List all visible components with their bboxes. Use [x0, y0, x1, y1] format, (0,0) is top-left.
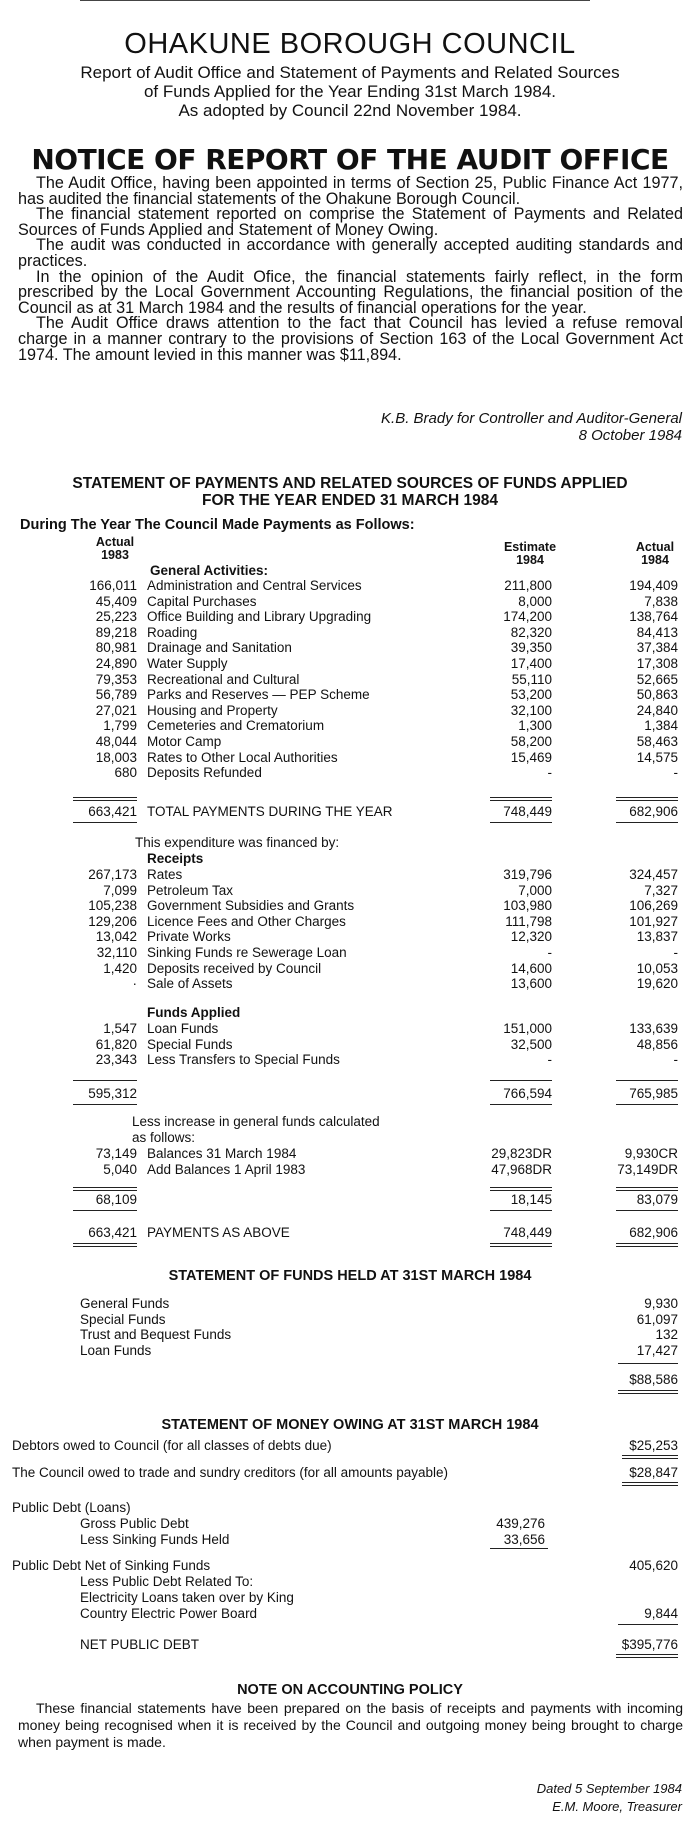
receipts-row-actual-1984: 101,927 [629, 913, 678, 929]
general-row-actual-1984: 1,384 [644, 718, 678, 734]
total-bottom-rule [616, 822, 678, 823]
receipts-row-label: Deposits received by Council [147, 960, 322, 976]
notice-body [18, 176, 683, 363]
payments-as-above-row-actual-1983: 663,421 [88, 1225, 137, 1240]
general-row-actual-1983: 166,011 [89, 578, 137, 593]
subtotal-top-rule [490, 1080, 552, 1081]
funds-held-bottom-rule [618, 1390, 678, 1394]
total-top-rule [73, 797, 137, 801]
funds-held-top-rule [618, 1363, 678, 1364]
column-header-actual-1983: Actual 1983 [95, 535, 135, 562]
general-row-actual-1984: 194,409 [629, 578, 678, 593]
creditors-underline [622, 1482, 678, 1486]
payments-title-line-1: STATEMENT OF PAYMENTS AND RELATED SOURCES OF FUNDS APPLIED [72, 475, 628, 492]
receipts-row-label: Private Works [147, 929, 231, 945]
receipts-row-label: Petroleum Tax [147, 882, 234, 898]
electricity-value: 9,844 [644, 1606, 678, 1621]
electricity-underline [618, 1624, 678, 1625]
receipts-row-actual-1983: 1,420 [103, 960, 137, 976]
receipts-row-estimate-1984: 14,600 [510, 960, 552, 976]
general-row-actual-1984: 52,665 [636, 671, 678, 687]
funds-row-actual-1983: 61,820 [95, 1036, 137, 1052]
receipts-row-estimate-1984: 319,796 [503, 867, 552, 882]
general-row-actual-1984: 24,840 [636, 702, 678, 718]
net-public-debt-value: $395,776 [621, 1637, 678, 1652]
funds-applied-heading: Funds Applied [147, 1005, 241, 1020]
funds-row-estimate-1984: - [547, 1052, 552, 1068]
total-top-rule [616, 797, 678, 801]
less-increase-label-1: Less increase in general funds calculated [132, 1114, 380, 1129]
creditors-label: The Council owed to trade and sundry creditors (for all amounts payable) [12, 1465, 448, 1480]
general-row-actual-1984: 37,384 [636, 640, 678, 656]
funds-held-label: Special Funds [80, 1311, 166, 1327]
general-row-estimate-1984: 15,469 [510, 749, 552, 765]
general-row-label: Water Supply [147, 656, 228, 671]
general-row-label: Drainage and Sanitation [147, 640, 292, 656]
general-row-label: Office Building and Library Upgrading [147, 609, 372, 625]
net-sinking-value: 405,620 [629, 1558, 678, 1573]
receipts-row-estimate-1984: 13,600 [510, 976, 552, 992]
funds-held-title: STATEMENT OF FUNDS HELD AT 31ST MARCH 1984 [168, 1268, 532, 1284]
subtitle-line-2: of Funds Applied for the Year Ending 31st March 1984. [143, 82, 557, 101]
column-header-estimate-1984: Estimate 1984 [503, 540, 557, 567]
financed-by-label: This expenditure was financed by: [135, 835, 340, 850]
gross-public-debt-value: 439,276 [496, 1516, 545, 1531]
net-top-rule [73, 1187, 137, 1191]
general-row-estimate-1984: 174,200 [503, 609, 552, 625]
as-above-bottom-rule [490, 1243, 552, 1247]
general-row-label: Recreational and Cultural [147, 671, 300, 687]
total-payments-row-estimate-1984: 748,449 [503, 804, 552, 819]
balance-row-estimate-1984: 47,968DR [491, 1161, 552, 1177]
notice-title: NOTICE OF REPORT OF THE AUDIT OFFICE [31, 143, 669, 176]
net-public-debt-underline [616, 1654, 678, 1658]
general-row-actual-1983: 18,003 [95, 749, 137, 765]
gross-public-debt-label: Gross Public Debt [80, 1516, 189, 1531]
balance-row-actual-1984: 9,930CR [624, 1146, 678, 1161]
notice-paragraph: In the opinion of the Audit Ofice, the financial statements fairly reflect, in the form prescribed by the Local Government Accounting Regulations, the financial position of the Council as at 31 March 1984 and the results of financial operations for the year. [18, 267, 683, 317]
general-row-estimate-1984: 53,200 [510, 687, 552, 703]
general-row-actual-1983: 80,981 [95, 640, 137, 656]
receipts-row-label: Rates [147, 867, 183, 882]
general-row-actual-1983: 680 [114, 765, 137, 781]
general-row-actual-1984: 50,863 [636, 687, 678, 703]
net-row-actual-1984: 83,079 [636, 1192, 678, 1207]
funds-held-label: General Funds [80, 1296, 170, 1311]
receipts-row-label: Sale of Assets [147, 976, 233, 992]
funds-held-total: $88,586 [629, 1372, 678, 1387]
funds-held-label: Trust and Bequest Funds [80, 1327, 232, 1343]
general-row-estimate-1984: 8,000 [518, 593, 552, 609]
payments-as-above-row-estimate-1984: 748,449 [503, 1225, 552, 1240]
funds-row-actual-1984: - [673, 1052, 678, 1068]
general-row-estimate-1984: 55,110 [511, 671, 552, 687]
receipts-row-actual-1984: 19,620 [636, 976, 678, 992]
subtotal-row-actual-1984: 765,985 [629, 1086, 678, 1101]
funds-row-estimate-1984: 151,000 [503, 1021, 552, 1036]
total-top-rule [490, 797, 552, 801]
electricity-line-2: Country Electric Power Board [80, 1606, 258, 1621]
general-row-actual-1984: 7,838 [644, 593, 678, 609]
funds-held-value: 17,427 [636, 1342, 678, 1358]
net-public-debt-label: NET PUBLIC DEBT [80, 1637, 200, 1652]
subtotal-top-rule [73, 1080, 137, 1081]
net-bottom-rule [616, 1210, 678, 1211]
funds-row-actual-1984: 133,639 [629, 1021, 678, 1036]
sinking-funds-label: Less Sinking Funds Held [80, 1532, 230, 1547]
general-row-actual-1983: 56,789 [95, 687, 137, 703]
debtors-underline [622, 1455, 678, 1459]
general-row-actual-1983: 1,799 [103, 718, 137, 734]
general-row-actual-1983: 24,890 [95, 656, 137, 671]
receipts-row-actual-1983: 32,110 [96, 945, 137, 960]
general-activities-heading: General Activities: [150, 563, 269, 578]
general-row-label: Housing and Property [147, 702, 278, 718]
receipts-row-actual-1983: 13,042 [95, 929, 137, 945]
general-row-label: Rates to Other Local Authorities [147, 749, 338, 765]
receipts-row-actual-1983: 129,206 [88, 913, 137, 929]
receipts-row-label: Licence Fees and Other Charges [147, 913, 346, 929]
general-row-estimate-1984: 58,200 [510, 734, 552, 749]
notice-paragraph: The Audit Office, having been appointed in terms of Section 25, Public Finance Act 1977, has audited the financial statements of the Ohakune Borough Council. [18, 174, 683, 208]
total-payments-row-actual-1983: 663,421 [88, 804, 137, 819]
receipts-row-label: Sinking Funds re Sewerage Loan [147, 945, 347, 960]
funds-row-actual-1983: 1,547 [103, 1021, 137, 1036]
receipts-row-actual-1983: 105,238 [88, 898, 137, 914]
subtitle-line-3: As adopted by Council 22nd November 1984. [178, 101, 522, 120]
debtors-label: Debtors owed to Council (for all classes of debts due) [12, 1438, 332, 1453]
general-row-actual-1984: - [673, 765, 678, 781]
total-payments-row-label: TOTAL PAYMENTS DURING THE YEAR [147, 804, 393, 819]
column-header-actual-1984: Actual 1984 [635, 540, 675, 567]
auditor-signature: K.B. Brady for Controller and Auditor-General [381, 410, 682, 427]
general-row-label: Administration and Central Services [147, 578, 362, 593]
subtotal-row-actual-1983: 595,312 [88, 1086, 137, 1101]
public-debt-label: Public Debt (Loans) [12, 1500, 131, 1515]
as-above-bottom-rule [73, 1243, 137, 1247]
payments-as-above-row-actual-1984: 682,906 [629, 1225, 678, 1240]
treasurer-date: Dated 5 September 1984 [536, 1781, 682, 1796]
general-row-actual-1983: 25,223 [95, 609, 137, 625]
net-bottom-rule [490, 1210, 552, 1211]
funds-row-label: Less Transfers to Special Funds [147, 1052, 340, 1068]
general-row-actual-1984: 84,413 [636, 624, 678, 640]
general-row-actual-1983: 79,353 [95, 671, 137, 687]
general-row-label: Capital Purchases [147, 593, 257, 609]
top-border-line [80, 0, 590, 1]
general-row-estimate-1984: 1,300 [518, 718, 552, 734]
general-row-label: Parks and Reserves — PEP Scheme [147, 687, 370, 703]
general-row-estimate-1984: 39,350 [510, 640, 552, 656]
receipts-row-estimate-1984: 7,000 [518, 882, 552, 898]
net-bottom-rule [73, 1210, 137, 1211]
less-increase-label-2: as follows: [132, 1130, 196, 1145]
receipts-row-actual-1983: 7,099 [103, 882, 137, 898]
general-row-label: Deposits Refunded [147, 765, 262, 781]
creditors-value: $28,847 [629, 1465, 678, 1480]
payments-intro: During The Year The Council Made Payments as Follows: [20, 517, 415, 533]
general-row-estimate-1984: 32,100 [510, 702, 552, 718]
funds-held-label: Loan Funds [80, 1342, 152, 1358]
net-row-actual-1983: 68,109 [95, 1192, 137, 1207]
receipts-row-estimate-1984: - [547, 945, 552, 960]
funds-held-value: 132 [655, 1327, 678, 1343]
net-top-rule [490, 1187, 552, 1191]
subtitle-line-1: Report of Audit Office and Statement of Payments and Related Sources [80, 63, 620, 82]
receipts-row-actual-1984: 13,837 [636, 929, 678, 945]
general-row-actual-1984: 138,764 [629, 609, 678, 625]
total-payments-row-actual-1984: 682,906 [629, 804, 678, 819]
general-row-actual-1983: 48,044 [95, 734, 137, 749]
net-top-rule [616, 1187, 678, 1191]
general-row-actual-1984: 58,463 [636, 734, 678, 749]
balance-row-estimate-1984: 29,823DR [491, 1146, 552, 1161]
receipts-row-actual-1984: 10,053 [636, 960, 678, 976]
receipts-row-estimate-1984: 12,320 [510, 929, 552, 945]
general-row-label: Cemeteries and Crematorium [147, 718, 325, 734]
general-row-label: Motor Camp [147, 734, 222, 749]
accounting-policy-title: NOTE ON ACCOUNTING POLICY [237, 1682, 463, 1698]
total-bottom-rule [73, 822, 137, 823]
funds-row-actual-1983: 23,343 [95, 1052, 137, 1068]
payments-title-line-2: FOR THE YEAR ENDED 31 MARCH 1984 [201, 492, 498, 509]
council-name: OHAKUNE BOROUGH COUNCIL [124, 28, 576, 60]
accounting-policy-text: These financial statements have been prepared on the basis of receipts and payments with incoming money being recognised when it is received by the Council and outgoing money being brought to charge when payment is made. [18, 1700, 683, 1750]
auditor-date: 8 October 1984 [578, 427, 682, 444]
funds-row-actual-1984: 48,856 [636, 1036, 678, 1052]
funds-row-label: Special Funds [147, 1036, 233, 1052]
receipts-row-actual-1984: 7,327 [644, 882, 678, 898]
receipts-row-actual-1984: 324,457 [629, 867, 678, 882]
treasurer-signature: E.M. Moore, Treasurer [552, 1799, 682, 1814]
net-row-estimate-1984: 18,145 [510, 1192, 552, 1207]
receipts-row-actual-1983: 267,173 [88, 867, 137, 882]
receipts-row-actual-1984: 106,269 [629, 898, 678, 914]
general-row-label: Roading [147, 624, 198, 640]
funds-row-estimate-1984: 32,500 [510, 1036, 552, 1052]
receipts-row-estimate-1984: 103,980 [503, 898, 552, 914]
balance-row-actual-1983: 5,040 [103, 1161, 137, 1177]
balance-row-label: Add Balances 1 April 1983 [147, 1161, 306, 1177]
debtors-value: $25,253 [629, 1438, 678, 1453]
receipts-row-estimate-1984: 111,798 [505, 913, 552, 929]
funds-row-label: Loan Funds [147, 1021, 219, 1036]
notice-paragraph: The financial statement reported on comprise the Statement of Payments and Related Sources of Funds Applied and Statement of Money Owing. [18, 205, 683, 239]
general-row-estimate-1984: 82,320 [510, 624, 552, 640]
funds-held-value: 61,097 [636, 1311, 678, 1327]
net-sinking-label: Public Debt Net of Sinking Funds [12, 1558, 211, 1573]
sinking-funds-value: 33,656 [503, 1532, 545, 1547]
general-row-estimate-1984: 211,800 [504, 578, 552, 593]
receipts-heading: Receipts [147, 851, 204, 866]
general-row-actual-1983: 89,218 [95, 624, 137, 640]
balance-row-label: Balances 31 March 1984 [147, 1146, 297, 1161]
subtotal-top-rule [616, 1080, 678, 1081]
as-above-bottom-rule [616, 1243, 678, 1247]
notice-paragraph: The audit was conducted in accordance with generally accepted auditing standards and practices. [18, 236, 683, 270]
total-bottom-rule [490, 822, 552, 823]
receipts-row-label: Government Subsidies and Grants [147, 898, 355, 914]
general-row-actual-1983: 27,021 [95, 702, 137, 718]
funds-held-value: 9,930 [644, 1296, 678, 1311]
receipts-row-actual-1984: - [673, 945, 678, 960]
general-row-actual-1984: 17,308 [636, 656, 678, 671]
subtotal-bottom-rule [73, 1104, 137, 1105]
balance-row-actual-1984: 73,149DR [617, 1161, 678, 1177]
general-row-estimate-1984: - [547, 765, 552, 781]
sinking-funds-underline [490, 1548, 548, 1549]
less-related-label: Less Public Debt Related To: [80, 1574, 254, 1589]
notice-paragraph: The Audit Office draws attention to the fact that Council has levied a refuse removal charge in a manner contrary to the provisions of Section 163 of the Local Government Act 1974. The amount levied in this manner was $11,894. [18, 314, 683, 364]
electricity-line-1: Electricity Loans taken over by King [80, 1590, 294, 1605]
subtotal-row-estimate-1984: 766,594 [503, 1086, 552, 1101]
balance-row-actual-1983: 73,149 [95, 1146, 137, 1161]
general-row-actual-1984: 14,575 [636, 749, 678, 765]
general-row-estimate-1984: 17,400 [510, 656, 552, 671]
payments-as-above-row-label: PAYMENTS AS ABOVE [147, 1225, 290, 1240]
subtotal-bottom-rule [490, 1104, 552, 1105]
receipts-row-actual-1983: · [132, 976, 137, 992]
money-owing-title: STATEMENT OF MONEY OWING AT 31ST MARCH 1984 [161, 1417, 539, 1433]
general-row-actual-1983: 45,409 [95, 593, 137, 609]
subtotal-bottom-rule [616, 1104, 678, 1105]
